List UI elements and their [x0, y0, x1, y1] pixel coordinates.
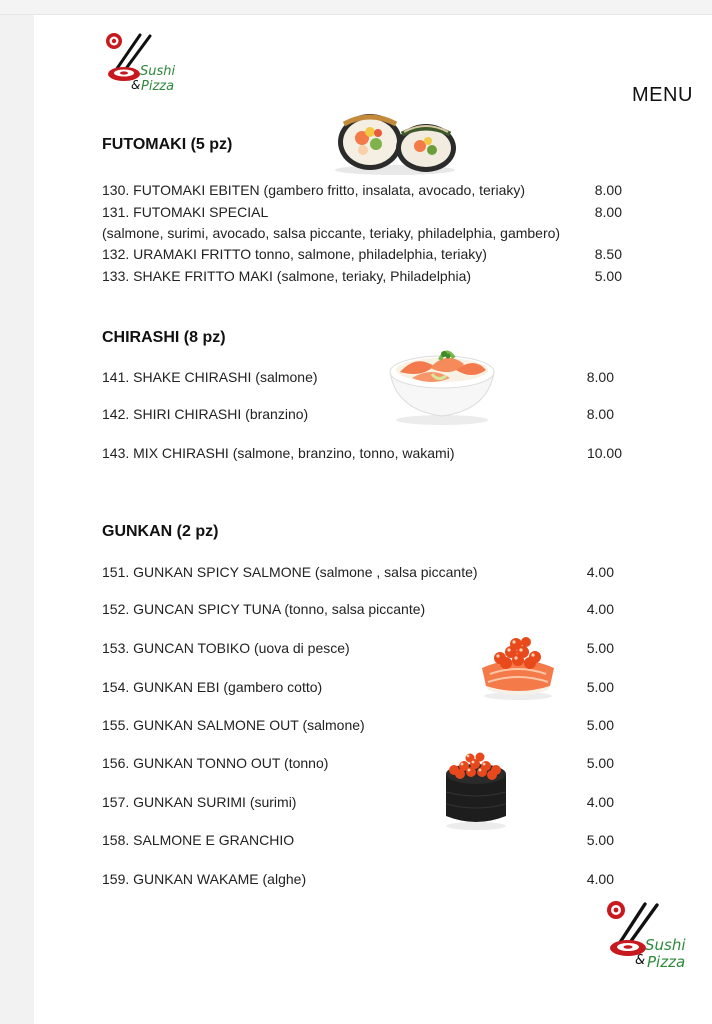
list-item [102, 564, 622, 584]
item-price: 5.00 [586, 832, 614, 848]
item-name: 154. GUNKAN EBI (gambero cotto) [102, 679, 323, 695]
item-price: 8.50 [594, 246, 622, 262]
item-name: 153. GUNCAN TOBIKO (uova di pesce) [102, 640, 350, 656]
section-title-gunkan: GUNKAN (2 pz) [102, 523, 219, 540]
futomaki-photo [330, 108, 460, 176]
section-title-futomaki: FUTOMAKI (5 pz) [102, 136, 233, 153]
list-item [102, 369, 622, 389]
brand-line-sushi: Sushi [645, 936, 686, 954]
brand-logo-top [100, 30, 188, 102]
item-name: 157. GUNKAN SURIMI (surimi) [102, 794, 297, 810]
item-name: 152. GUNCAN SPICY TUNA (tonno, salsa piccante) [102, 601, 426, 617]
brand-line-pizza: Pizza [647, 953, 686, 971]
item-name: 155. GUNKAN SALMONE OUT (salmone) [102, 717, 365, 733]
item-name: 141. SHAKE CHIRASHI (salmone) [102, 369, 318, 385]
brand-line-sushi: Sushi [140, 64, 176, 79]
list-item [102, 268, 622, 288]
item-name: 133. SHAKE FRITTO MAKI (salmone, teriaky, Philadelphia) [102, 268, 472, 284]
item-name: 156. GUNKAN TONNO OUT (tonno) [102, 755, 329, 771]
brand-logo-bottom [601, 898, 697, 980]
list-item [102, 246, 622, 266]
list-item [102, 717, 622, 737]
item-price: 8.00 [594, 204, 622, 220]
top-bar [0, 0, 712, 15]
list-item [102, 182, 622, 202]
item-name: 151. GUNKAN SPICY SALMONE (salmone , salsa piccante) [102, 564, 478, 580]
item-name: 159. GUNKAN WAKAME (alghe) [102, 871, 307, 887]
brand-line-pizza: Pizza [141, 79, 175, 94]
item-name: 142. SHIRI CHIRASHI (branzino) [102, 406, 309, 422]
item-price: 5.00 [586, 640, 614, 656]
list-item [102, 755, 622, 775]
brand-line-ampersand: & [635, 953, 646, 968]
ikura-gunkan-photo [440, 752, 512, 832]
item-name: 131. FUTOMAKI SPECIAL [102, 204, 269, 220]
item-name: 130. FUTOMAKI EBITEN (gambero fritto, insalata, avocado, teriaky) [102, 182, 526, 198]
page-title: MENU [632, 84, 693, 106]
item-price: 5.00 [586, 717, 614, 733]
item-price: 4.00 [586, 871, 614, 887]
item-name: 143. MIX CHIRASHI (salmone, branzino, tonno, wakami) [102, 445, 455, 461]
item-price: 5.00 [586, 755, 614, 771]
item-price: 8.00 [586, 369, 614, 385]
brand-line-ampersand: & [131, 78, 141, 92]
item-price: 8.00 [586, 406, 614, 422]
list-item [102, 406, 622, 426]
item-description: (salmone, surimi, avocado, salsa piccante, teriaky, philadelphia, gambero) [102, 225, 561, 241]
list-item [102, 601, 622, 621]
item-price: 5.00 [586, 679, 614, 695]
item-price: 5.00 [594, 268, 622, 284]
item-price: 4.00 [586, 564, 614, 580]
salmon-ikura-nigiri-photo [478, 630, 558, 702]
item-price: 8.00 [594, 182, 622, 198]
section-title-chirashi: CHIRASHI (8 pz) [102, 329, 226, 346]
list-item [102, 794, 622, 814]
list-item [102, 445, 622, 465]
item-price: 4.00 [586, 601, 614, 617]
list-item [102, 832, 622, 852]
item-price: 4.00 [586, 794, 614, 810]
list-item [102, 871, 622, 891]
list-item [102, 204, 622, 224]
item-name: 158. SALMONE E GRANCHIO [102, 832, 295, 848]
item-name: 132. URAMAKI FRITTO tonno, salmone, philadelphia, teriaky) [102, 246, 487, 262]
item-price: 10.00 [586, 445, 622, 461]
